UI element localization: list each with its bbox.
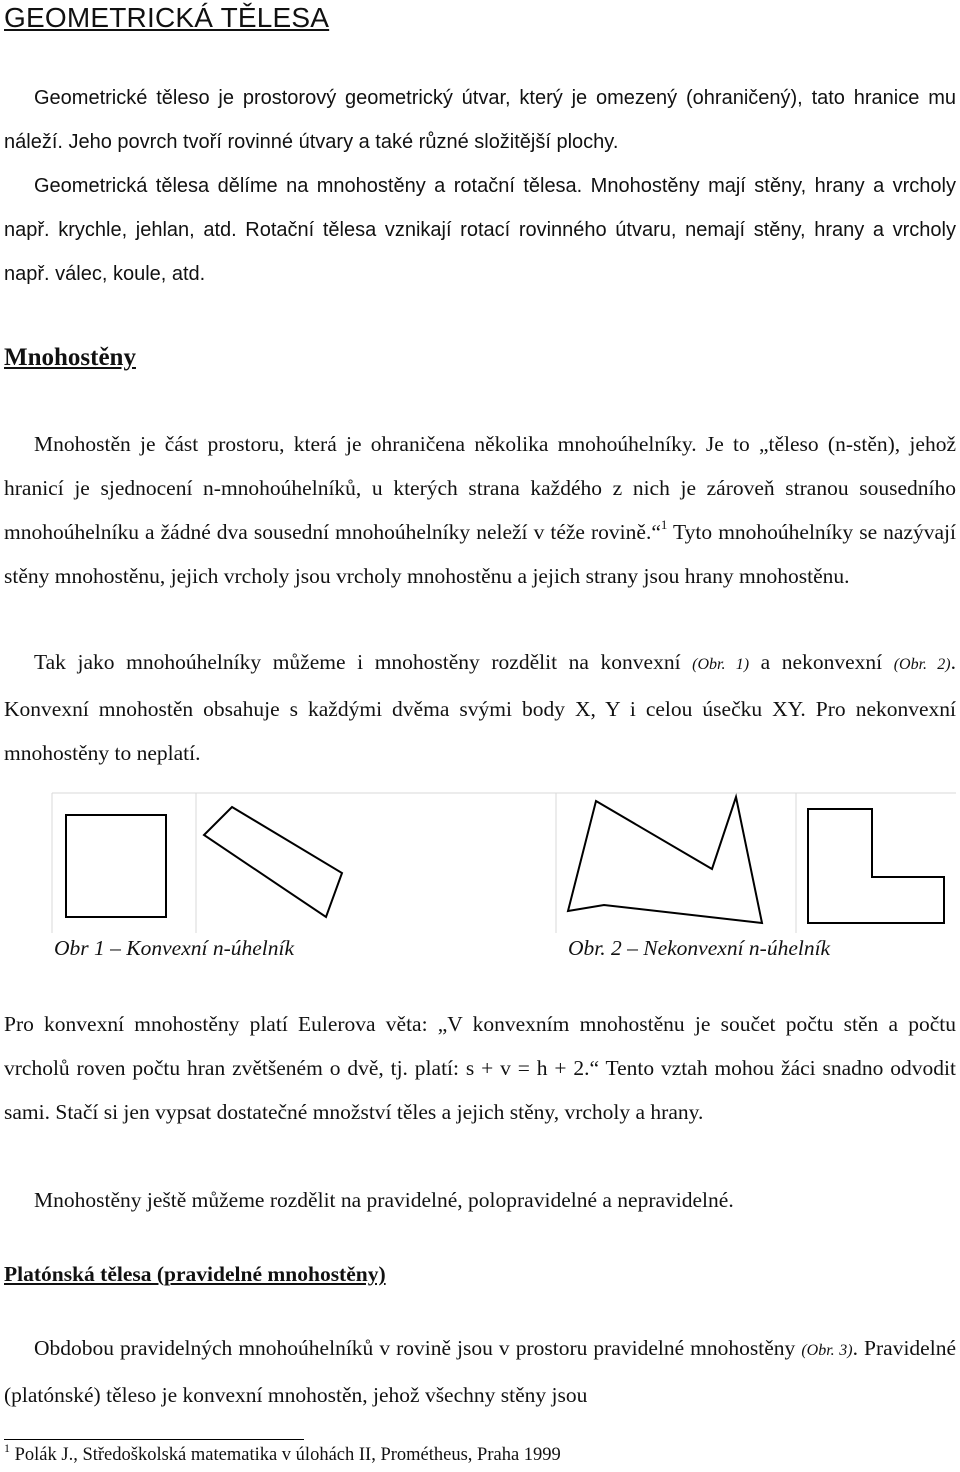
- footnote-text: Polák J., Středoškolská matematika v úlohách II, Prométheus, Praha 1999: [10, 1445, 561, 1465]
- convex-square: [66, 815, 166, 917]
- figures-row: [0, 785, 960, 935]
- convex-paragraph: [4, 640, 956, 775]
- platonic-text-a: Obdobou pravidelných mnohoúhelníků v rovině jsou v prostoru pravidelné mnohostěny: [34, 1336, 802, 1360]
- section-heading-mnohosteny: Mnohostěny: [4, 344, 136, 371]
- intro-paragraph-2: Geometrická tělesa dělíme na mnohostěny a rotační tělesa. Mnohostěny mají stěny, hrany a vrcholy např. krychle, jehlan, atd. Rotační tělesa vznikají rotací rovinného útvaru, nemají stěny, hrany a vrcholy např. válec, koule, atd.: [4, 175, 956, 285]
- figure-reference-1: (Obr. 1): [692, 656, 750, 673]
- classification-paragraph: Mnohostěny ještě můžeme rozdělit na pravidelné, polopravidelné a nepravidelné.: [34, 1188, 734, 1212]
- nonconvex-polygon: [568, 797, 762, 923]
- footnote-mark: 1: [4, 1441, 10, 1455]
- figure-caption-2: Obr. 2 – Nekonvexní n-úhelník: [568, 936, 831, 960]
- figure-reference-3: (Obr. 3): [801, 1342, 853, 1359]
- figure-reference-2: (Obr. 2): [893, 656, 951, 673]
- euler-paragraph: Pro konvexní mnohostěny platí Eulerova věta: „V konvexním mnohostěnu je součet počtu stěn a počtu vrcholů roven počtu hran zvětšeném o dvě, tj. platí: s + v = h + 2.“ Tento vztah mohou žáci snadno odvodit sami. Stačí si jen vypsat dostatečné množství těles a jejich stěny, vrcholy a hrany.: [4, 1012, 956, 1124]
- footnote-divider: [4, 1439, 304, 1440]
- definition-text: Mnohostěn je část prostoru, která je ohraničena několika mnohoúhelníky. Je to „těleso (n-stěn), jehož hranicí je sjednocení n-mnohoúhelníků, u kterých strana každého z nich je zároveň stranou sousedního mnohoúhelníku a žádné dva sousední mnohoúhelníky neleží v téže rovině.“: [4, 432, 956, 544]
- platonic-text-b: . Pravidelné (platónské) těleso je konvexní mnohostěn, jehož všechny stěny jsou: [4, 1336, 956, 1407]
- footnote: [4, 1441, 561, 1466]
- section-heading-platonic: Platónská tělesa (pravidelné mnohostěny): [4, 1262, 386, 1286]
- mnohosten-definition-paragraph: [4, 422, 956, 598]
- platonic-paragraph: [4, 1326, 956, 1417]
- convex-text-b: a nekonvexní: [749, 650, 894, 674]
- convex-quadrilateral: [204, 807, 342, 917]
- definition-text-continued: Tyto mnohoúhelníky se nazývají stěny mnohostěnu, jejich vrcholy jsou vrcholy mnohostěnu a jejich strany jsou hrany mnohostěnu.: [4, 520, 956, 588]
- page-title: GEOMETRICKÁ TĚLESA: [4, 2, 330, 33]
- footnote-reference: 1: [660, 517, 668, 532]
- polygon-figures: [0, 785, 960, 935]
- intro-paragraph-1: Geometrické těleso je prostorový geometrický útvar, který je omezený (ohraničený), tato hranice mu náleží. Jeho povrch tvoří rovinné útvary a také různé složitější plochy.: [4, 87, 956, 153]
- figure-1-frame: [52, 793, 956, 933]
- l-shape-polygon: [808, 809, 944, 923]
- figure-caption-1: Obr 1 – Konvexní n-úhelník: [54, 936, 295, 960]
- convex-text-c: . Konvexní mnohostěn obsahuje s každými dvěma svými body X, Y i celou úsečku XY. Pro nekonvexní mnohostěny to neplatí.: [4, 650, 956, 765]
- convex-text-a: Tak jako mnohoúhelníky můžeme i mnohostěny rozdělit na konvexní: [34, 650, 693, 674]
